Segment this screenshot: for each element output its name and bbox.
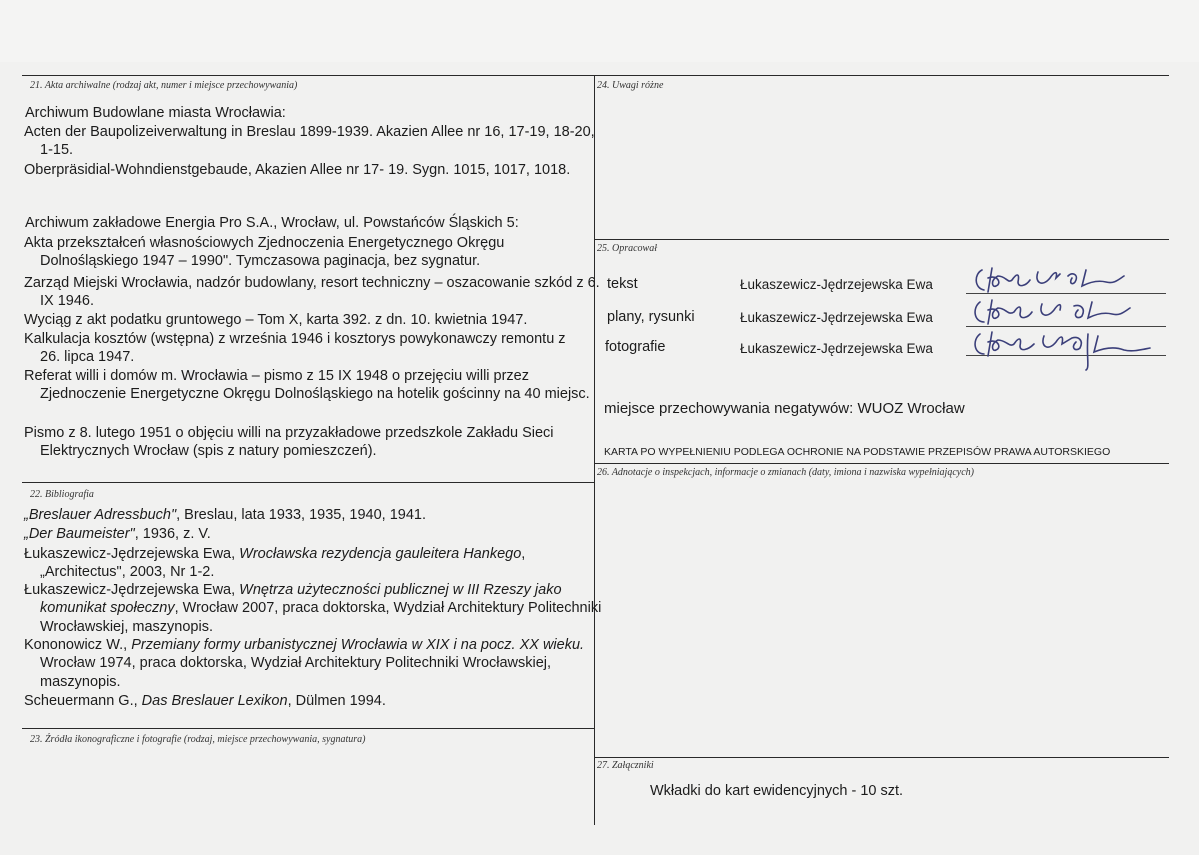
section-22-label: 22. Bibliografia [30,489,94,500]
bibliography-details: , 1936, z. V. [134,526,211,542]
archive-1-item: Oberpräsidial-Wohndienstgebaude, Akazien Allee nr 17- 19. Sygn. 1015, 1017, 1018. [24,162,571,178]
frame-top-rule [22,75,1169,76]
signature-plans [968,296,1148,330]
bibliography-details: , Breslau, lata 1933, 1935, 1940, 1941. [176,507,427,523]
attachments-text: Wkładki do kart ewidencyjnych - 10 szt. [650,783,904,799]
archive-2-item: Akta przekształceń własnościowych Zjednoczenia Energetycznego Okręgu Dolnośląskiego 1947 – 1990". Tymczasowa paginacja, bez sygnatur. [24,235,505,270]
section-25-label: 25. Opracował [597,243,657,254]
bibliography-title: Das Breslauer Lexikon [141,693,288,709]
bibliography-author: Scheuermann G., [24,693,142,709]
bibliography-details: , „Architectus", 2003, Nr 1-2. [40,546,526,581]
bibliography-author: Łukaszewicz-Jędrzejewska Ewa, [24,582,240,598]
bibliography-title: „Breslauer Adressbuch" [24,507,177,523]
author-role-text: tekst [607,276,638,292]
divider-22-23 [22,728,594,729]
bibliography-entry [24,525,602,543]
bibliography-entry [24,636,602,691]
column-divider [594,75,595,825]
bibliography-details: Wrocław 1974, praca doktorska, Wydział Architektury Politechniki Wrocławskiej, maszynopis. [40,655,552,690]
author-role-photos: fotografie [605,339,666,355]
negatives-location: miejsce przechowywania negatywów: WUOZ Wrocław [604,400,965,417]
signature-photos [968,326,1158,372]
divider-21-22 [22,482,594,483]
author-role-plans: plany, rysunki [607,309,695,325]
section-24-label: 24. Uwagi różne [597,80,664,91]
bibliography-author: Łukaszewicz-Jędrzejewska Ewa, [24,546,240,562]
bibliography-title: Przemiany formy urbanistycznej Wrocławia w XIX i na pocz. XX wieku. [131,637,585,653]
bibliography-title: „Der Baumeister" [24,526,135,542]
section-27-label: 27. Załączniki [597,760,654,771]
section-26-label: 26. Adnotacje o inspekcjach, informacje o zmianach (daty, imiona i nazwiska wypełniających) [597,467,974,478]
bibliography-details: , Wrocław 2007, praca doktorska, Wydział Architektury Politechniki Wrocławskiej, maszynopis. [40,600,602,635]
bibliography-title: Wnętrza użyteczności publicznej w III Rzeszy jako komunikat społeczny [40,582,562,617]
bibliography-entry [24,692,602,710]
archive-2-item: Referat willi i domów m. Wrocławia – pismo z 15 IX 1948 o przejęciu willi przez Zjednoczenie Energetyczne Okręgu Dolnośląskiego na hotelik gościnny na 40 miejsc. [24,368,590,403]
archive-1-item: Acten der Baupolizeiverwaltung in Breslau 1899-1939. Akazien Allee nr 16, 17-19, 18-20, 1-15. [24,124,595,159]
archive-2-item: Zarząd Miejski Wrocławia, nadzór budowlany, resort techniczny – oszacowanie szkód z 6. IX 1946. [24,275,600,310]
archive-2-item: Pismo z 8. lutego 1951 o objęciu willi na przyzakładowe przedszkole Zakładu Sieci Elektrycznych Wrocław (spis z natury pomieszczeń). [24,425,554,460]
copyright-notice: KARTA PO WYPEŁNIENIU PODLEGA OCHRONIE NA PODSTAWIE PRZEPISÓW PRAWA AUTORSKIEGO [604,446,1111,458]
bibliography-entry [24,545,602,582]
section-21-label: 21. Akta archiwalne (rodzaj akt, numer i miejsce przechowywania) [30,80,298,91]
archive-2-item: Wyciąg z akt podatku gruntowego – Tom X, karta 392. z dn. 10. kwietnia 1947. [24,312,528,328]
bibliography-entry [24,506,602,524]
scan-top-margin [0,0,1199,62]
bibliography-entry [24,581,602,636]
author-name-photos: Łukaszewicz-Jędrzejewska Ewa [740,341,933,356]
archive-1-title: Archiwum Budowlane miasta Wrocławia: [25,105,286,121]
divider-25-26 [595,463,1169,464]
bibliography-details: , Dülmen 1994. [287,693,386,709]
author-name-plans: Łukaszewicz-Jędrzejewska Ewa [740,310,933,325]
bibliography-title: Wrocławska rezydencja gauleitera Hankego [239,546,522,562]
archive-2-title: Archiwum zakładowe Energia Pro S.A., Wrocław, ul. Powstańców Śląskich 5: [25,215,519,231]
section-23-label: 23. Źródła ikonograficzne i fotografie (rodzaj, miejsce przechowywania, sygnatura) [30,734,366,745]
divider-26-27 [595,757,1169,758]
divider-24-25 [595,239,1169,240]
signature-text [968,262,1148,298]
archive-2-item: Kalkulacja kosztów (wstępna) z września 1946 i kosztorys powykonawczy remontu z 26. lipca 1947. [24,331,566,366]
bibliography-author: Kononowicz W., [24,637,132,653]
author-name-text: Łukaszewicz-Jędrzejewska Ewa [740,277,933,292]
